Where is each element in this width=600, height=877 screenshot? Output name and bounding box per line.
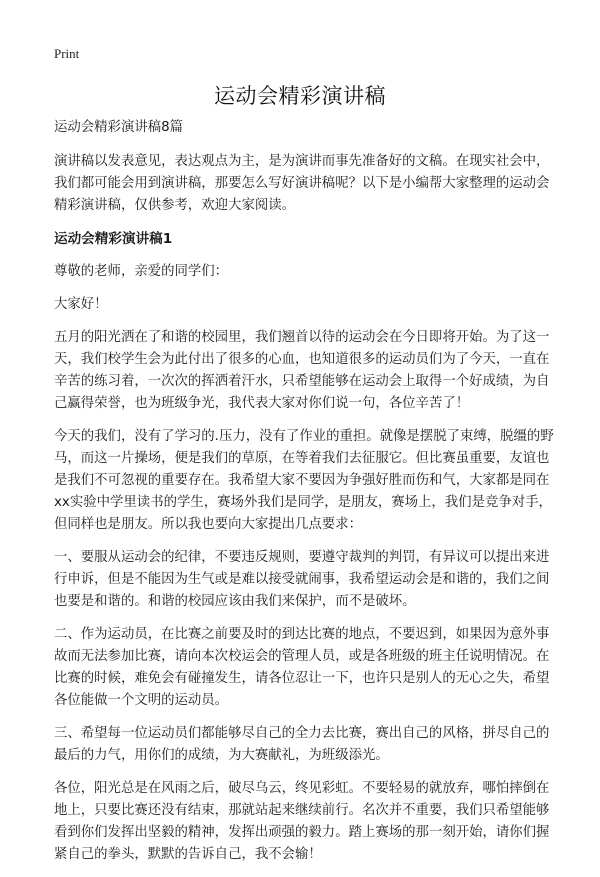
document-body — [54, 117, 554, 877]
document-title: 运动会精彩演讲稿 — [214, 84, 386, 108]
paragraph: 五月的阳光洒在了和谐的校园里，我们翘首以待的运动会在今日即将开始。为了这一天，我们校学生会为此付出了很多的心血，也知道很多的运动员们为了今天，一直在辛苦的练习着，一次次的挥洒着汗水，只希望能够在运动会上取得一个好成绩，为自己赢得荣誉，也为班级争光，我代表大家对你们说一句，各位辛苦了！ — [54, 330, 550, 411]
document-subtitle: 运动会精彩演讲稿8篇 — [54, 120, 184, 135]
paragraph-rule-2: 二、作为运动员，在比赛之前要及时的到达比赛的地点，不要迟到，如果因为意外事故而无法参加比赛，请向本次校运会的管理人员，或是各班级的班主任说明情况。在比赛的时候，难免会有碰撞发生，请各位忍让一下，也许只是别人的无心之失，希望各位能做一个文明的运动员。 — [54, 627, 550, 708]
print-label: Print — [54, 46, 80, 61]
intro-paragraph: 演讲稿以发表意见，表达观点为主，是为演讲而事先准备好的文稿。在现实社会中，我们都可能会用到演讲稿，那要怎么写好演讲稿呢？以下是小编帮大家整理的运动会精彩演讲稿，仅供参考，欢迎大家阅读。 — [54, 154, 550, 213]
paragraph-rule-1: 一、要服从运动会的纪律，不要违反规则，要遵守裁判的判罚，有异议可以提出来进行申诉，但是不能因为生气或是难以接受就闹事，我希望运动会是和谐的，我们之间也要是和谐的。和谐的校园应该由我们来保护，而不是破坏。 — [54, 550, 550, 609]
paragraph-greeting: 大家好！ — [54, 297, 108, 312]
paragraph-salutation: 尊敬的老师，亲爱的同学们： — [54, 264, 229, 279]
paragraph-rule-3: 三、希望每一位运动员们都能够尽自己的全力去比赛，赛出自己的风格，拼尽自己的最后的力气，用你们的成绩，为大赛献礼，为班级添光。 — [54, 726, 550, 763]
section-heading: 运动会精彩演讲稿1 — [54, 231, 173, 247]
paragraph-closing: 各位，阳光总是在风雨之后，破尽乌云，终见彩虹。不要轻易的就放弃，哪怕摔倒在地上，只要比赛还没有结束，那就站起来继续前行。名次并不重要，我们只希望能够看到你们发挥出坚毅的精神，发挥出顽强的毅力。踏上赛场的那一刻开始，请你们握紧自己的拳头，默默的告诉自己，我不会输！ — [54, 781, 550, 862]
paragraph: 今天的我们，没有了学习的.压力，没有了作业的重担。就像是摆脱了束缚，脱缰的野马，而这一片操场，便是我们的草原，在等着我们去征服它。但比赛虽重要，友谊也是我们不可忽视的重要存在。我希望大家不要因为争强好胜而伤和气，大家都是同在xx实验中学里读书的学生，赛场外我们是同学，是朋友，赛场上，我们是竞争对手，但同样也是朋友。所以我也要向大家提出几点要求： — [54, 429, 554, 532]
